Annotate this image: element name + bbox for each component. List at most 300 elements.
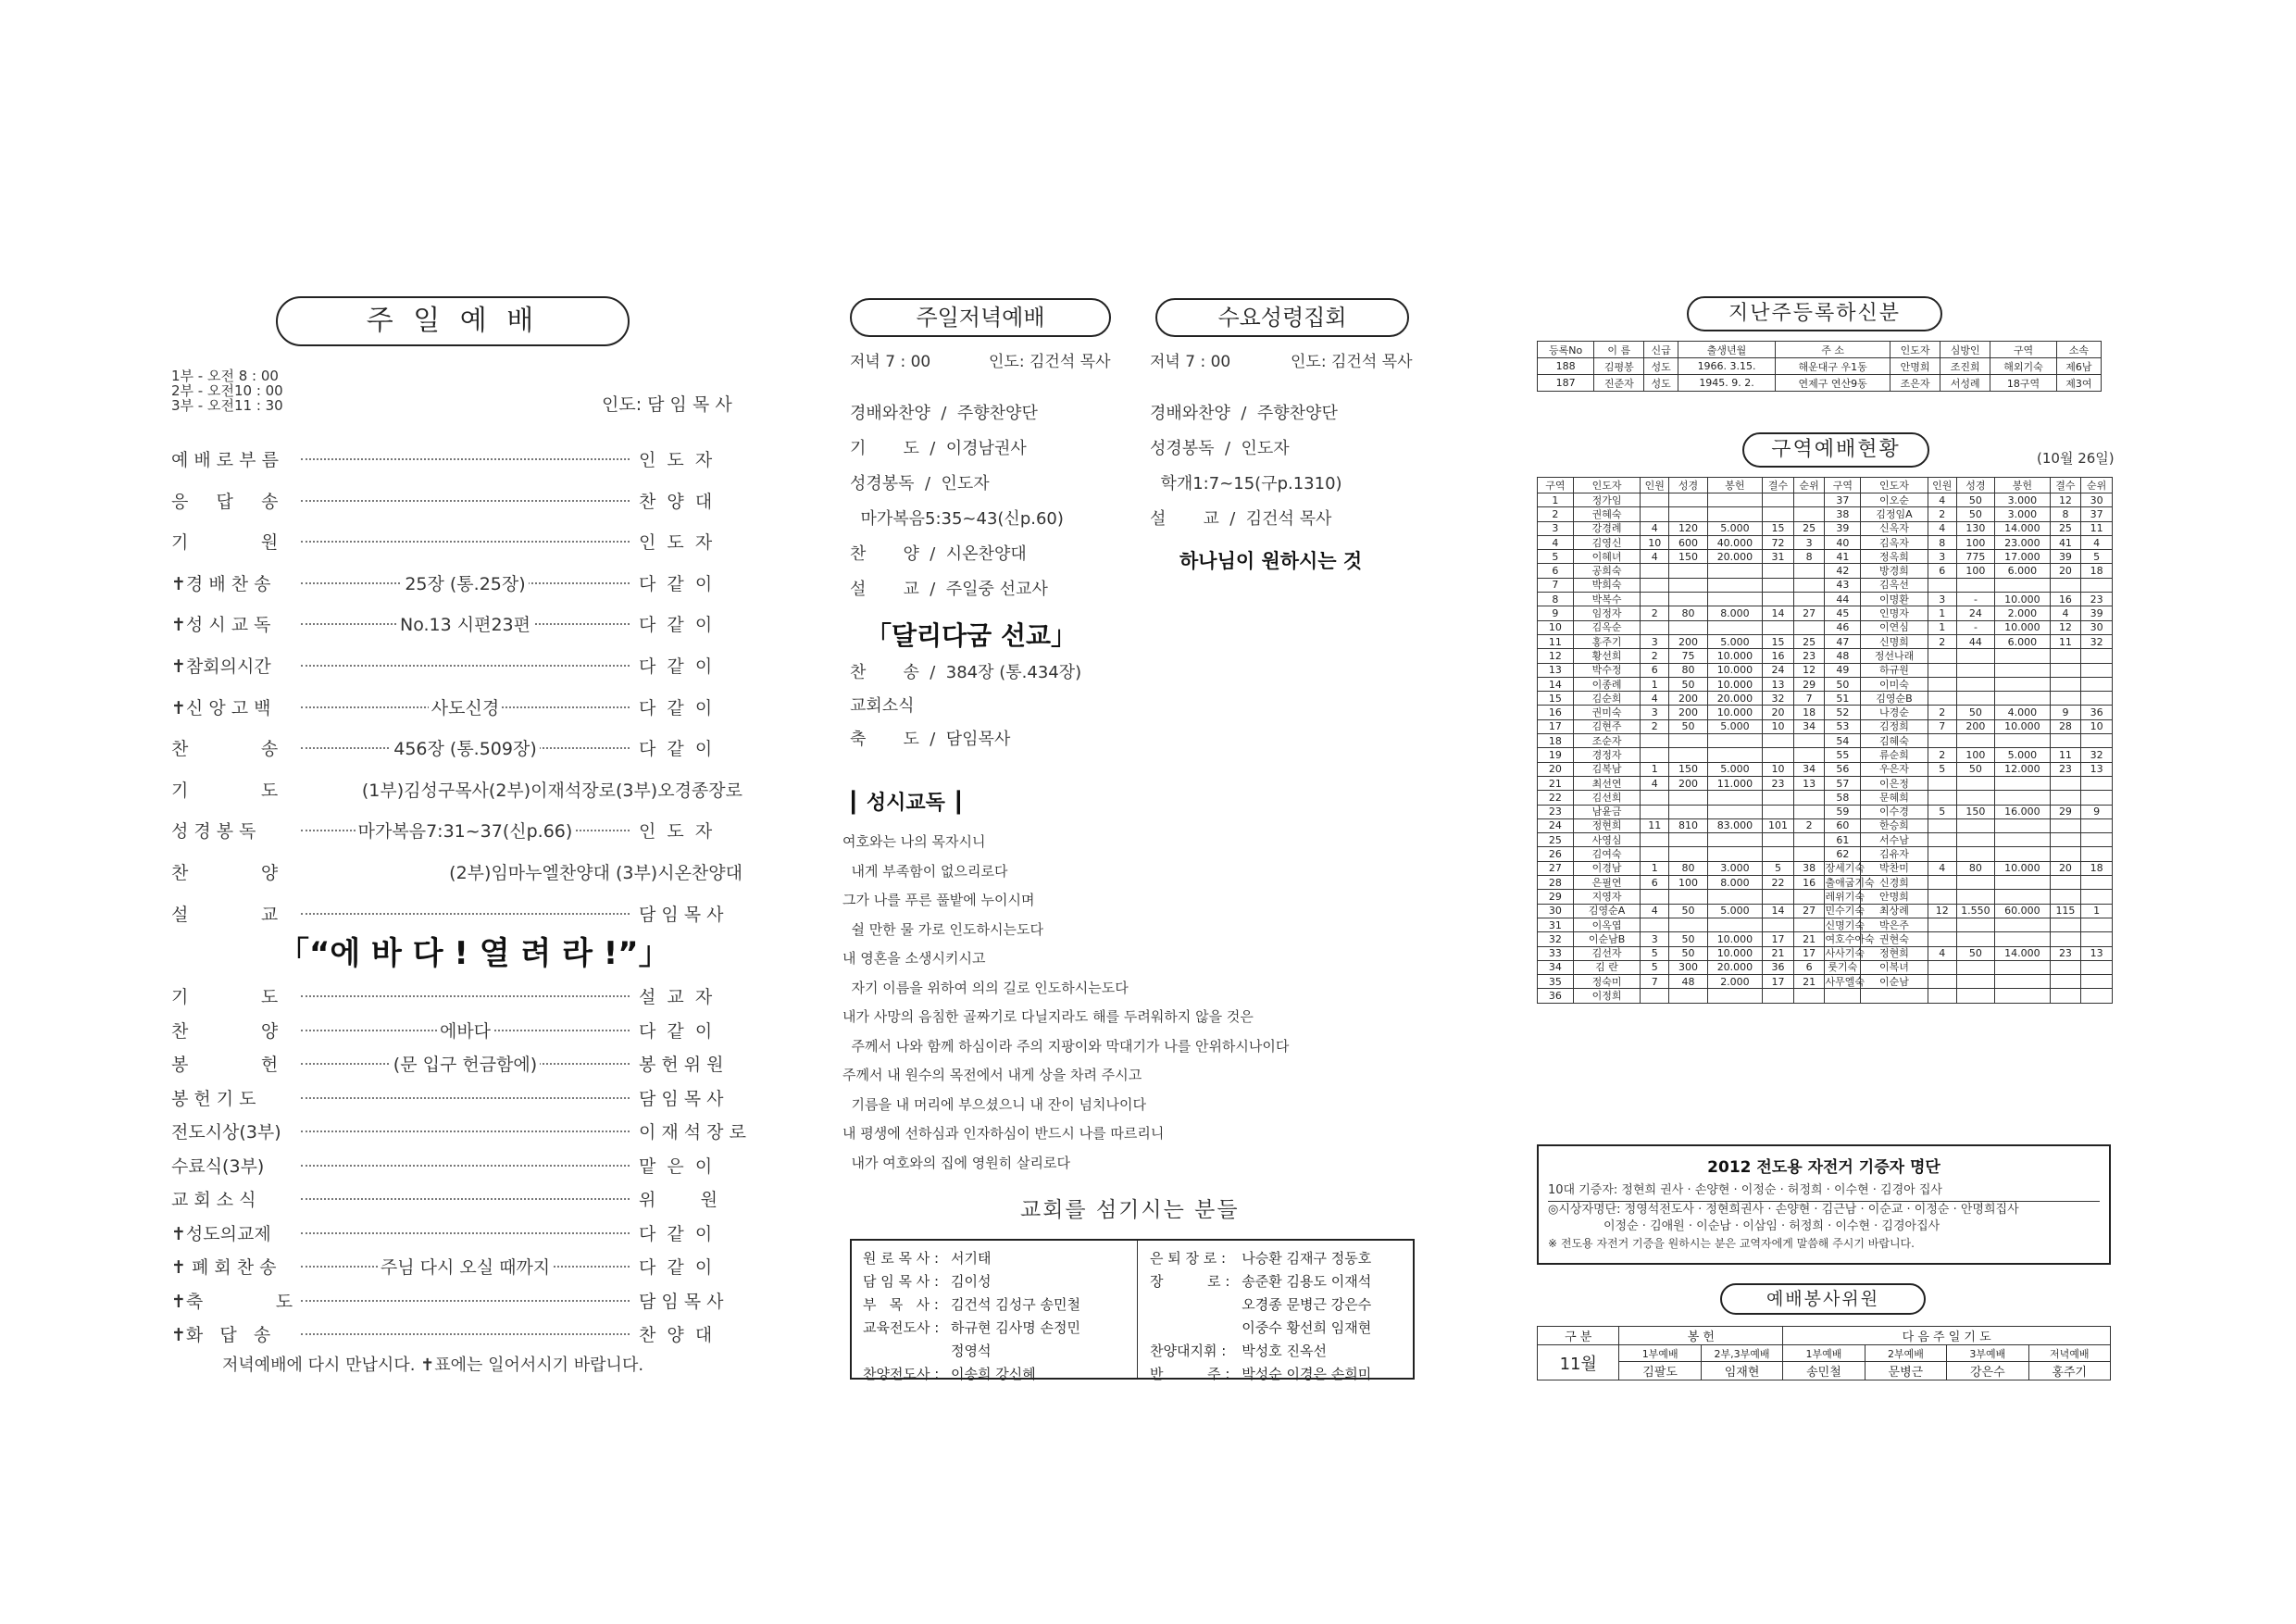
district-cell: 150: [1669, 762, 1707, 776]
psalm-line: 쉴 만한 물 가로 인도하시는도다: [842, 920, 1043, 938]
district-cell: 2: [1641, 606, 1669, 620]
district-cell: 여호수아숙: [1825, 932, 1875, 945]
district-cell: 6: [1641, 876, 1669, 890]
district-cell: [1995, 975, 2051, 989]
order-leader: 담 임 목 사: [639, 904, 724, 925]
order-detail: 주님 다시 오실 때까지: [301, 1254, 630, 1279]
servant-cell: 은 퇴 장 로 :: [1150, 1250, 1230, 1267]
reg-cell: 187: [1538, 375, 1594, 392]
district-cell: 신명기숙: [1825, 918, 1865, 931]
district-cell: 5.000: [1707, 719, 1763, 733]
district-cell: [1669, 493, 1707, 507]
service-head-cell: 다 음 주 일 기 도: [1783, 1327, 2111, 1345]
bike-donors-note: ※ 전도용 자전거 기증을 원하시는 분은 교역자에게 말씀해 주시기 바랍니다.: [1548, 1237, 1915, 1250]
district-cell: [1995, 989, 2051, 1003]
district-cell: 안명희: [1861, 890, 1928, 904]
service-head-cell: 구 분: [1538, 1327, 1619, 1345]
district-cell: 44: [1956, 634, 1994, 648]
district-cell: [1641, 734, 1669, 748]
district-cell: 62: [1825, 847, 1861, 861]
order-row: [171, 1288, 745, 1312]
district-cell: [2050, 975, 2081, 989]
district-cell: 29: [2050, 805, 2081, 818]
district-cell: 20.000: [1707, 960, 1763, 974]
reg-header-cell: 주 소: [1776, 342, 1890, 358]
district-cell: [1641, 564, 1669, 578]
district-cell: [1995, 833, 2051, 847]
district-cell: 48: [1669, 975, 1707, 989]
district-cell: [1641, 748, 1669, 762]
district-cell: 정숙미: [1573, 975, 1640, 989]
district-cell: 김현주: [1573, 719, 1640, 733]
dotted-leader: [301, 1232, 630, 1234]
district-cell: [1995, 960, 2051, 974]
district-cell: 10: [1538, 620, 1574, 634]
order-row: [171, 901, 745, 925]
district-row: [1538, 507, 2113, 521]
district-cell: [1956, 847, 1994, 861]
district-cell: 1: [2081, 904, 2113, 918]
servant-row: [859, 1246, 1084, 1269]
district-row: [1538, 535, 2113, 549]
order-row: [171, 570, 745, 594]
district-cell: 16: [1763, 649, 1794, 663]
district-cell: [2081, 847, 2113, 861]
district-cell: 10: [1763, 719, 1794, 733]
district-cell: 8: [1928, 535, 1956, 549]
district-cell: 16.000: [1995, 805, 2051, 818]
district-cell: 김정임A: [1861, 507, 1928, 521]
district-cell: [1669, 507, 1707, 521]
district-cell: 서수남: [1861, 833, 1928, 847]
district-cell: 22: [1538, 791, 1574, 805]
district-row: [1538, 932, 2113, 946]
reg-cell: 진준자: [1594, 375, 1644, 392]
district-cell: [1956, 932, 1994, 946]
district-cell: [1928, 918, 1956, 931]
evening-order: [850, 400, 1064, 611]
district-cell: [1641, 593, 1669, 606]
order-row: [171, 1018, 745, 1042]
district-cell: [1793, 734, 1825, 748]
district-cell: 23: [1538, 805, 1574, 818]
district-cell: 10.000: [1995, 593, 2051, 606]
district-cell: 13: [2081, 762, 2113, 776]
order-row: [171, 1254, 745, 1278]
evening-leader: 인도: 김건석 목사: [989, 353, 1111, 371]
district-cell: 21: [1763, 946, 1794, 960]
service-subhead: 저녁예배: [2028, 1345, 2110, 1362]
district-cell: 한승희: [1861, 818, 1928, 832]
district-cell: 2: [1641, 649, 1669, 663]
district-cell: 2: [1641, 719, 1669, 733]
district-cell: [1928, 776, 1956, 790]
order-row: [171, 1118, 745, 1143]
order-leader: 다 같 이: [639, 1223, 713, 1244]
district-cell: 50: [1956, 493, 1994, 507]
reg-cell: 연제구 연산9동: [1776, 375, 1890, 392]
district-cell: 27: [1793, 904, 1825, 918]
district-cell: [1641, 890, 1669, 904]
district-header-cell: 결수: [1763, 478, 1794, 493]
district-cell: [1995, 918, 2051, 931]
order-leader: 다 같 이: [639, 656, 713, 677]
district-cell: 권혜숙: [1573, 507, 1640, 521]
district-cell: 18: [1538, 734, 1574, 748]
order-leader: 찬 양 대: [639, 491, 713, 512]
order-row: [171, 529, 745, 553]
order-label: 기 도: [171, 780, 279, 801]
servant-row: [859, 1339, 1084, 1362]
district-cell: 4: [1928, 861, 1956, 875]
reg-row: [1538, 375, 2102, 392]
district-cell: 김유자: [1861, 847, 1928, 861]
order-leader: 담 임 목 사: [639, 1291, 724, 1312]
district-cell: 사영심: [1573, 833, 1640, 847]
district-row: [1538, 578, 2113, 592]
district-cell: 김여숙: [1573, 847, 1640, 861]
sunday-service-title: 주 일 예 배: [276, 296, 630, 346]
district-cell: 53: [1825, 719, 1861, 733]
district-cell: 방경희: [1861, 564, 1928, 578]
district-cell: [1956, 975, 1994, 989]
district-row: [1538, 890, 2113, 904]
district-cell: 2.000: [1707, 975, 1763, 989]
servant-row: [859, 1362, 1084, 1385]
district-cell: [1995, 776, 2051, 790]
district-cell: [1641, 493, 1669, 507]
service-name: 홍주기: [2028, 1362, 2110, 1380]
evening-line: 경배와찬양 / 주향찬양단: [850, 404, 1038, 423]
evening-time: 저녁 7 : 00: [850, 353, 931, 371]
district-cell: [2050, 776, 2081, 790]
servant-cell: 이중수 황선희 임재현: [1242, 1319, 1372, 1336]
order-label: 기 원: [171, 532, 279, 554]
district-cell: 100: [1956, 564, 1994, 578]
district-cell: [1928, 677, 1956, 691]
district-cell: [1641, 507, 1669, 521]
service-head-row-1: [1538, 1327, 2111, 1345]
district-cell: [1763, 890, 1794, 904]
district-row: [1538, 861, 2113, 875]
district-cell: [2081, 791, 2113, 805]
district-header-cell: 인도자: [1861, 478, 1928, 493]
district-cell: [1928, 890, 1956, 904]
district-cell: 20: [1538, 762, 1574, 776]
district-cell: 25: [1793, 634, 1825, 648]
district-cell: [2081, 833, 2113, 847]
district-cell: [1763, 734, 1794, 748]
order-row: [171, 653, 745, 677]
district-cell: 130: [1956, 521, 1994, 535]
order-leader: 인 도 자: [639, 821, 713, 843]
district-cell: 29: [1538, 890, 1574, 904]
district-cell: 16: [1538, 706, 1574, 719]
order-row: [171, 694, 745, 718]
psalm-text: [842, 831, 1289, 1181]
district-header-cell: 인원: [1928, 478, 1956, 493]
district-row: [1538, 521, 2113, 535]
district-cell: 11: [1641, 818, 1669, 832]
reg-header-cell: 심방인: [1940, 342, 1990, 358]
service-name: 김팔도: [1619, 1362, 1701, 1380]
district-cell: 20: [2050, 564, 2081, 578]
servant-cell: 부 목 사 :: [863, 1296, 943, 1313]
order-label: 기 도: [171, 987, 279, 1007]
bike-donors-line-1: 10대 기증자: 정현희 권사 · 손양현 · 이정순 · 허정희 · 이수현 · 김경아 집사: [1548, 1181, 2100, 1202]
district-cell: [1641, 620, 1669, 634]
district-cell: 류순희: [1861, 748, 1928, 762]
district-cell: 8: [1538, 593, 1574, 606]
district-cell: 23: [2050, 762, 2081, 776]
district-cell: 권현숙: [1861, 932, 1928, 946]
district-cell: 51: [1825, 692, 1861, 706]
servant-cell: 원 로 목 사 :: [863, 1250, 943, 1267]
district-cell: [2050, 649, 2081, 663]
district-cell: 홍주기: [1573, 634, 1640, 648]
district-cell: [1995, 791, 2051, 805]
district-cell: [1995, 876, 2051, 890]
district-cell: 정가임: [1573, 493, 1640, 507]
district-cell: 이혜녀: [1573, 550, 1640, 564]
district-cell: [1861, 989, 1928, 1003]
district-cell: 200: [1669, 634, 1707, 648]
district-cell: [1641, 791, 1669, 805]
servant-cell: [1146, 1293, 1238, 1316]
service-leader: 인도: 담 임 목 사: [602, 394, 732, 415]
district-cell: 42: [1825, 564, 1861, 578]
district-cell: 김선자: [1573, 946, 1640, 960]
district-cell: 25: [1538, 833, 1574, 847]
bike-donors-line-2: ◎시상자명단: 정영석전도사 · 정현희권사 · 손양현 · 김근남 · 이순교 · 이정순 · 안명희집사: [1548, 1203, 2019, 1217]
order-label: ✝성 시 교 독: [171, 615, 271, 636]
district-cell: 권미숙: [1573, 706, 1640, 719]
servant-cell: 찬양전도사 :: [863, 1366, 944, 1382]
district-cell: [2050, 833, 2081, 847]
order-leader: 담 임 목 사: [639, 1088, 724, 1109]
district-cell: [1707, 507, 1763, 521]
district-cell: [1995, 818, 2051, 832]
reg-cell: 해운대구 우1동: [1776, 358, 1890, 375]
district-cell: 출애굽기숙: [1825, 876, 1875, 889]
district-cell: 15: [1763, 634, 1794, 648]
district-cell: 8.000: [1707, 876, 1763, 890]
district-cell: [2081, 663, 2113, 677]
reg-cell: 서성례: [1940, 375, 1990, 392]
district-cell: 30: [2081, 493, 2113, 507]
district-cell: 38: [1793, 861, 1825, 875]
district-cell: 민수기숙: [1825, 905, 1865, 918]
district-cell: 공희숙: [1573, 564, 1640, 578]
district-cell: 김순희: [1573, 692, 1640, 706]
servant-cell: 정영석: [951, 1343, 992, 1359]
dotted-leader: [301, 1131, 630, 1132]
district-cell: 200: [1669, 706, 1707, 719]
district-cell: [1793, 507, 1825, 521]
district-cell: [1995, 677, 2051, 691]
order-label: ✝축 도: [171, 1291, 293, 1312]
district-cell: [1669, 847, 1707, 861]
reg-cell: 해외기숙: [1990, 358, 2057, 375]
district-cell: 18: [2081, 861, 2113, 875]
district-cell: 30: [1538, 904, 1574, 918]
reg-cell: 1966. 3.15.: [1678, 358, 1775, 375]
district-cell: 32: [2081, 748, 2113, 762]
district-row: [1538, 634, 2113, 648]
reg-cell: 18구역: [1990, 375, 2057, 392]
district-cell: 10: [2081, 719, 2113, 733]
district-cell: [1928, 960, 1956, 974]
district-cell: 1.550: [1956, 904, 1994, 918]
district-header-cell: 봉헌: [1707, 478, 1763, 493]
district-cell: 50: [1956, 706, 1994, 719]
servant-cell: 이송희 강신혜: [951, 1366, 1036, 1382]
district-cell: [1707, 833, 1763, 847]
district-cell: 75: [1669, 649, 1707, 663]
district-cell: 9: [2050, 706, 2081, 719]
district-cell: 5.000: [1995, 748, 2051, 762]
order-detail: 25장 (통.25장): [301, 570, 630, 595]
district-cell: [1707, 918, 1763, 931]
dotted-leader: [301, 1333, 630, 1335]
district-row: [1538, 748, 2113, 762]
service-head-row-2: [1538, 1345, 2111, 1362]
registration-table: [1537, 341, 2102, 392]
district-cell: [1669, 564, 1707, 578]
district-cell: 이종례: [1573, 677, 1640, 691]
wednesday-line: 학개1:7~15(구p.1310): [1150, 474, 1342, 493]
district-cell: 13: [1793, 776, 1825, 790]
district-cell: [1956, 876, 1994, 890]
order-label: 봉 헌 기 도: [171, 1088, 256, 1109]
district-cell: 1: [1928, 620, 1956, 634]
district-cell: 34: [1793, 762, 1825, 776]
district-cell: 58: [1825, 791, 1861, 805]
district-cell: 29: [1793, 677, 1825, 691]
district-cell: [1793, 791, 1825, 805]
order-label: ✝성도의교제: [171, 1223, 271, 1244]
district-cell: 80: [1669, 606, 1707, 620]
district-cell: 27: [1793, 606, 1825, 620]
district-cell: [2081, 818, 2113, 832]
district-cell: 20: [1763, 706, 1794, 719]
district-header-cell: 구역: [1538, 478, 1574, 493]
district-cell: [1956, 663, 1994, 677]
district-cell: 23: [2050, 946, 2081, 960]
district-row: [1538, 550, 2113, 564]
district-cell: [1793, 847, 1825, 861]
district-cell: 하규원: [1861, 663, 1928, 677]
district-cell: [1956, 833, 1994, 847]
district-cell: 6.000: [1995, 564, 2051, 578]
district-row: [1538, 847, 2113, 861]
district-cell: 120: [1669, 521, 1707, 535]
reg-cell: 조진희: [1940, 358, 1990, 375]
district-cell: -: [1956, 620, 1994, 634]
district-cell: 80: [1669, 663, 1707, 677]
district-cell: 1: [1641, 762, 1669, 776]
district-cell: 11: [1538, 634, 1574, 648]
district-cell: 정현희: [1573, 818, 1640, 832]
order-label: ✝ 폐 회 찬 송: [171, 1257, 277, 1278]
district-cell: 41: [1825, 550, 1861, 564]
reg-header-row: [1538, 342, 2102, 358]
district-cell: 3.000: [1995, 493, 2051, 507]
left-footer: 저녁예배에 다시 만납시다. ✝표에는 일어서시기 바랍니다.: [222, 1355, 644, 1375]
evening-line: 마가복음5:35~43(신p.60): [850, 509, 1064, 529]
district-cell: 3: [1641, 634, 1669, 648]
district-row: [1538, 876, 2113, 890]
servant-cell: 송준환 김용도 이재석: [1242, 1273, 1372, 1290]
district-cell: 3: [1538, 521, 1574, 535]
district-cell: 39: [2050, 550, 2081, 564]
district-cell: [1793, 748, 1825, 762]
psalm-line: 내 영혼을 소생시키시고: [842, 950, 986, 967]
order-leader: 이 재 석 장 로: [639, 1122, 746, 1143]
district-cell: 48: [1825, 649, 1861, 663]
district-cell: 44: [1825, 593, 1861, 606]
time-3: 3부 - 오전11 : 30: [171, 397, 283, 414]
district-cell: 12: [1538, 649, 1574, 663]
district-cell: 경정자: [1573, 748, 1640, 762]
servant-cell: 김이성: [951, 1273, 992, 1290]
district-cell: [1995, 734, 2051, 748]
district-cell: 150: [1956, 805, 1994, 818]
servant-cell: 오경종 문병근 강은수: [1242, 1296, 1372, 1313]
district-cell: [2081, 975, 2113, 989]
psalm-line: 그가 나를 푸른 풀밭에 누이시며: [842, 892, 1035, 908]
evening-service-title: 주일저녁예배: [850, 298, 1111, 337]
order-row: [171, 1220, 745, 1244]
district-cell: 김영신: [1573, 535, 1640, 549]
service-subhead: 1부예배: [1619, 1345, 1701, 1362]
district-cell: [2081, 918, 2113, 931]
district-cell: 레위기숙: [1825, 890, 1865, 903]
district-cell: [1956, 818, 1994, 832]
district-cell: 박찬미: [1861, 861, 1928, 875]
district-row: [1538, 719, 2113, 733]
district-cell: 17: [1793, 946, 1825, 960]
district-cell: [1995, 890, 2051, 904]
district-cell: 36: [1538, 989, 1574, 1003]
district-cell: -: [1956, 593, 1994, 606]
wednesday-line: 경배와찬양 / 주향찬양단: [1150, 404, 1338, 423]
district-cell: 15: [1538, 692, 1574, 706]
district-cell: 23: [2081, 593, 2113, 606]
district-cell: 9: [2081, 805, 2113, 818]
district-cell: [1793, 578, 1825, 592]
district-cell: 신경희: [1861, 876, 1928, 890]
district-cell: 8.000: [1707, 606, 1763, 620]
district-cell: 정선나래: [1861, 649, 1928, 663]
evening-line: 찬 송 / 384장 (통.434장): [850, 663, 1082, 682]
district-cell: 10.000: [1995, 719, 2051, 733]
time-2: 2부 - 오전10 : 00: [171, 382, 283, 399]
district-cell: 이정희: [1573, 989, 1640, 1003]
order-label: ✝경 배 찬 송: [171, 573, 271, 594]
district-cell: 100: [1956, 535, 1994, 549]
district-cell: 14.000: [1995, 946, 2051, 960]
district-cell: 1: [1641, 677, 1669, 691]
psalm-line: 내 평생에 선하심과 인자하심이 반드시 나를 따르리니: [842, 1125, 1165, 1142]
district-cell: [2050, 578, 2081, 592]
district-cell: 이복녀: [1861, 960, 1928, 974]
district-cell: 4: [1928, 946, 1956, 960]
district-cell: 5.000: [1707, 762, 1763, 776]
reg-cell: 제3여: [2056, 375, 2101, 392]
servant-cell: 반 주 :: [1150, 1366, 1235, 1382]
district-row: [1538, 989, 2113, 1003]
